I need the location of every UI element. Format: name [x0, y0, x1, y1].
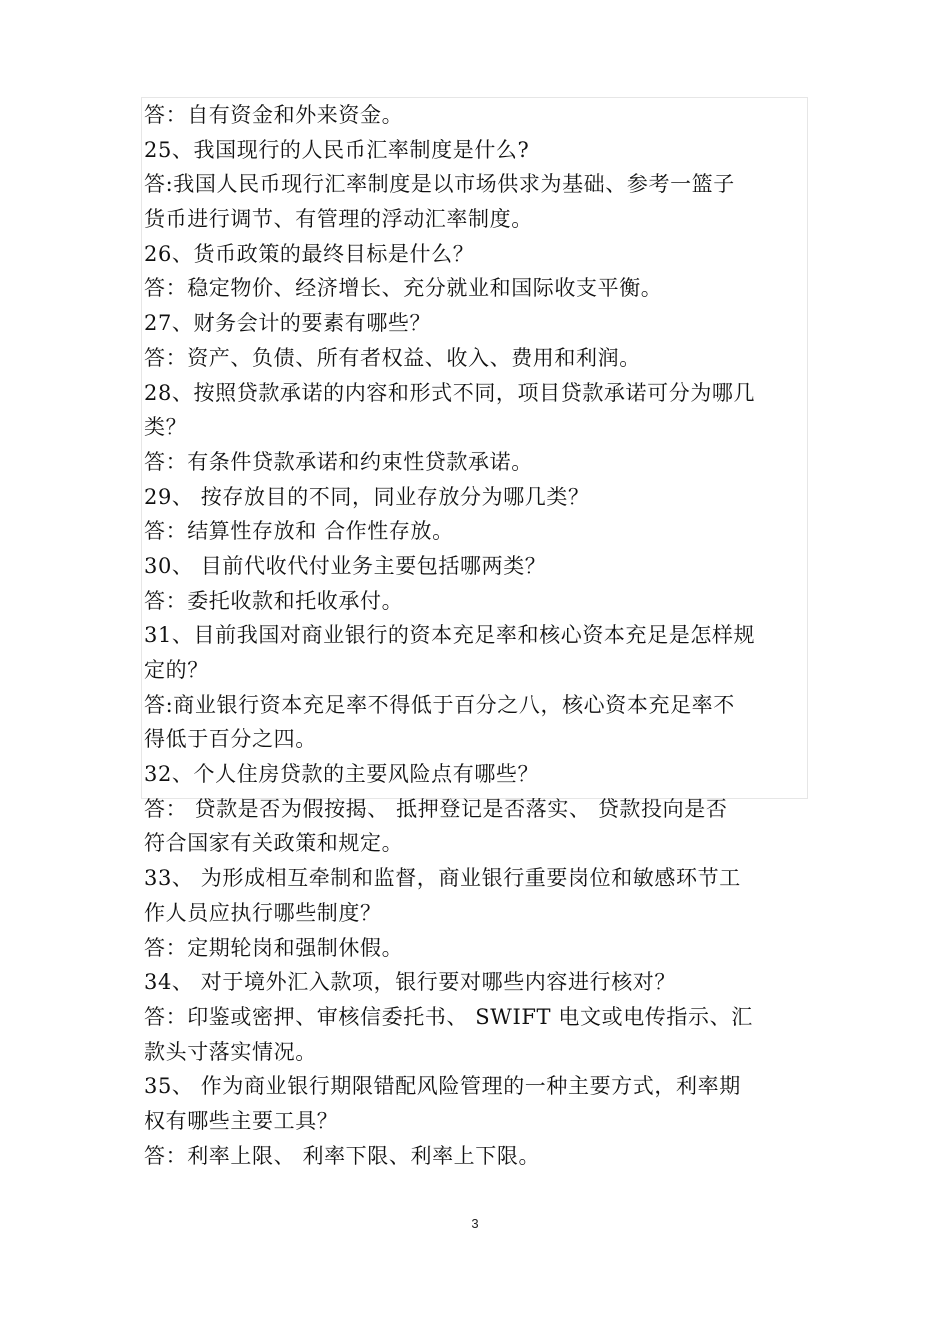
- text-line: 28、按照贷款承诺的内容和形式不同，项目贷款承诺可分为哪几: [144, 380, 756, 405]
- text-line: 定的？: [144, 658, 209, 682]
- text-line: 答：自有资金和外来资金。: [144, 103, 404, 127]
- document-body: [144, 98, 812, 1173]
- text-line: 货币进行调节、有管理的浮动汇率制度。: [144, 207, 533, 232]
- text-line: 作人员应执行哪些制度？: [144, 900, 382, 925]
- text-line: 答：结算性存放和 合作性存放。: [144, 519, 454, 544]
- text-line: 权有哪些主要工具？: [144, 1108, 339, 1133]
- text-line: 30、 目前代收代付业务主要包括哪两类？: [144, 553, 547, 578]
- text-line: 答：利率上限、 利率下限、利率上下限。: [144, 1143, 541, 1168]
- text-line: 32、个人住房贷款的主要风险点有哪些？: [144, 762, 540, 787]
- text-line: 35、 作为商业银行期限错配风险管理的一种主要方式，利率期: [144, 1074, 741, 1099]
- text-line: 答：定期轮岗和强制休假。: [144, 935, 404, 960]
- text-line: 答：稳定物价、经济增长、充分就业和国际收支平衡。: [144, 276, 663, 301]
- text-line: 25、我国现行的人民币汇率制度是什么?: [144, 137, 530, 162]
- text-line: 答：有条件贷款承诺和约束性贷款承诺。: [144, 449, 533, 474]
- text-line: 31、目前我国对商业银行的资本充足率和核心资本充足是怎样规: [144, 623, 756, 648]
- text-line: 符合国家有关政策和规定。: [144, 831, 404, 856]
- text-line: 款头寸落实情况。: [144, 1039, 317, 1064]
- text-line: 34、 对于境外汇入款项，银行要对哪些内容进行核对？: [144, 970, 676, 995]
- text-line: 得低于百分之四。: [144, 727, 317, 752]
- text-line: 答：委托收款和托收承付。: [144, 588, 404, 613]
- text-line: 33、 为形成相互牵制和监督，商业银行重要岗位和敏感环节工: [144, 866, 741, 891]
- text-line: 26、货币政策的最终目标是什么？: [144, 241, 475, 266]
- text-line: 答：资产、负债、所有者权益、收入、费用和利润。: [144, 345, 641, 370]
- text-line: 27、财务会计的要素有哪些？: [144, 311, 432, 336]
- text-line: 类？: [144, 415, 188, 440]
- text-line: 答：印鉴或密押、审核信委托书、 SWIFT 电文或电传指示、汇: [144, 1004, 753, 1029]
- text-line: 答： 贷款是否为假按揭、 抵押登记是否落实、 贷款投向是否: [144, 796, 728, 821]
- text-line: 答:我国人民币现行汇率制度是以市场供求为基础、参考一篮子: [144, 172, 735, 197]
- page-number: 3: [471, 1216, 479, 1231]
- text-line: 29、 按存放目的不同，同业存放分为哪几类？: [144, 484, 590, 509]
- text-line: 答:商业银行资本充足率不得低于百分之八，核心资本充足率不: [144, 692, 735, 717]
